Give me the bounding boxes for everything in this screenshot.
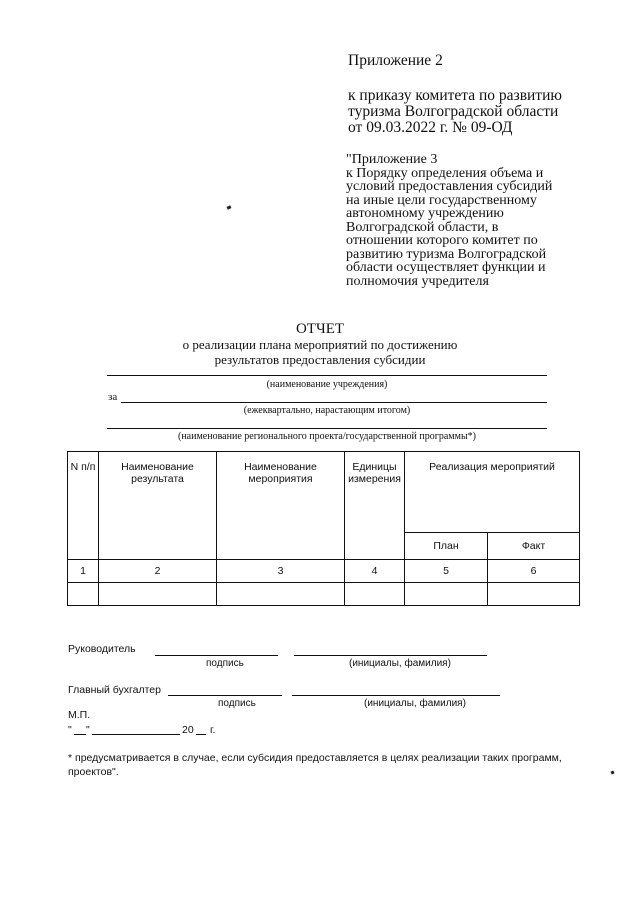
table-cell <box>68 583 99 606</box>
order-line: туризма Волгоградской области <box>348 103 559 120</box>
procedure-line: автономному учреждению <box>346 206 504 221</box>
accountant-name-caption: (инициалы, фамилия) <box>364 698 466 709</box>
procedure-line: Волгоградской области, в <box>346 219 499 235</box>
subheader-cell-plan: План <box>405 533 488 560</box>
header-cell-implementation: Реализация мероприятий <box>405 452 580 533</box>
report-subtitle <box>0 337 640 367</box>
head-sign-caption: подпись <box>206 658 244 669</box>
numbering-cell: 5 <box>405 560 488 583</box>
header-cell-units: Единицы измерения <box>345 452 405 560</box>
appendix-title: Приложение 2 <box>348 52 443 69</box>
procedure-line: полномочия учредителя <box>346 273 489 289</box>
numbering-cell: 3 <box>217 560 345 583</box>
accountant-label: Главный бухгалтер <box>68 684 161 696</box>
subtitle-line: о реализации плана мероприятий по достижению <box>182 337 458 352</box>
scan-speck <box>227 205 232 209</box>
stamp-label: М.П. <box>68 709 91 721</box>
report-title: ОТЧЕТ <box>295 321 345 337</box>
accountant-sign-caption: подпись <box>218 698 256 709</box>
order-line: к приказу комитета по развитию <box>348 87 562 104</box>
table-cell <box>345 583 405 606</box>
footnote-line: * предусматривается в случае, если субсидия предоставляется в целях реализации таких программ, <box>68 752 562 764</box>
period-line <box>121 402 547 403</box>
procedure-line: условий предоставления субсидий <box>346 179 553 194</box>
table-cell <box>217 583 345 606</box>
program-caption: (наименование регионального проекта/государственной программы*) <box>178 431 476 442</box>
table-row <box>68 583 580 606</box>
report-table <box>67 451 580 606</box>
header-cell-activity: Наименование мероприятия <box>217 452 345 560</box>
subheader-cell-fact: Факт <box>488 533 580 560</box>
head-name-line <box>294 655 487 656</box>
order-reference <box>348 88 562 136</box>
table-cell <box>99 583 217 606</box>
table-numbering-row <box>68 560 580 583</box>
period-prefix: за <box>108 391 118 403</box>
date-month-line <box>92 734 180 735</box>
head-name-caption: (инициалы, фамилия) <box>349 658 451 669</box>
header-cell-number: N п/п <box>68 452 99 560</box>
date-suffix: г. <box>210 724 216 736</box>
header-cell-result: Наименование результата <box>99 452 217 560</box>
date-open-quote: " <box>68 724 72 736</box>
numbering-cell: 6 <box>488 560 580 583</box>
table-cell <box>488 583 580 606</box>
period-caption: (ежеквартально, нарастающим итогом) <box>243 405 411 416</box>
head-label: Руководитель <box>68 643 136 655</box>
date-year-line <box>196 734 206 735</box>
procedure-reference <box>346 153 552 288</box>
institution-caption: (наименование учреждения) <box>266 379 388 390</box>
date-day-line <box>74 734 86 735</box>
table-cell <box>405 583 488 606</box>
procedure-line: развитию туризма Волгоградской <box>346 246 547 262</box>
order-line: от 09.03.2022 г. № 09-ОД <box>348 119 513 136</box>
head-sign-line <box>155 655 278 656</box>
subtitle-line: результатов предоставления субсидии <box>214 352 426 367</box>
numbering-cell: 1 <box>68 560 99 583</box>
institution-line <box>107 375 547 376</box>
procedure-line: области осуществляет функции и <box>346 260 546 275</box>
procedure-line: к Порядку определения объема и <box>346 165 544 181</box>
date-close-quote: " <box>86 724 90 736</box>
procedure-line: отношении которого комитет по <box>346 233 538 248</box>
footnote <box>68 751 588 779</box>
program-line <box>107 428 547 429</box>
accountant-name-line <box>292 695 500 696</box>
footnote-line: проектов". <box>68 766 119 778</box>
numbering-cell: 4 <box>345 560 405 583</box>
table-header-row <box>68 452 580 533</box>
accountant-sign-line <box>168 695 282 696</box>
date-year: 20 <box>182 724 194 736</box>
procedure-line: "Приложение 3 <box>346 152 438 167</box>
scan-speck <box>611 771 615 775</box>
procedure-line: на иные цели государственному <box>346 192 537 208</box>
numbering-cell: 2 <box>99 560 217 583</box>
